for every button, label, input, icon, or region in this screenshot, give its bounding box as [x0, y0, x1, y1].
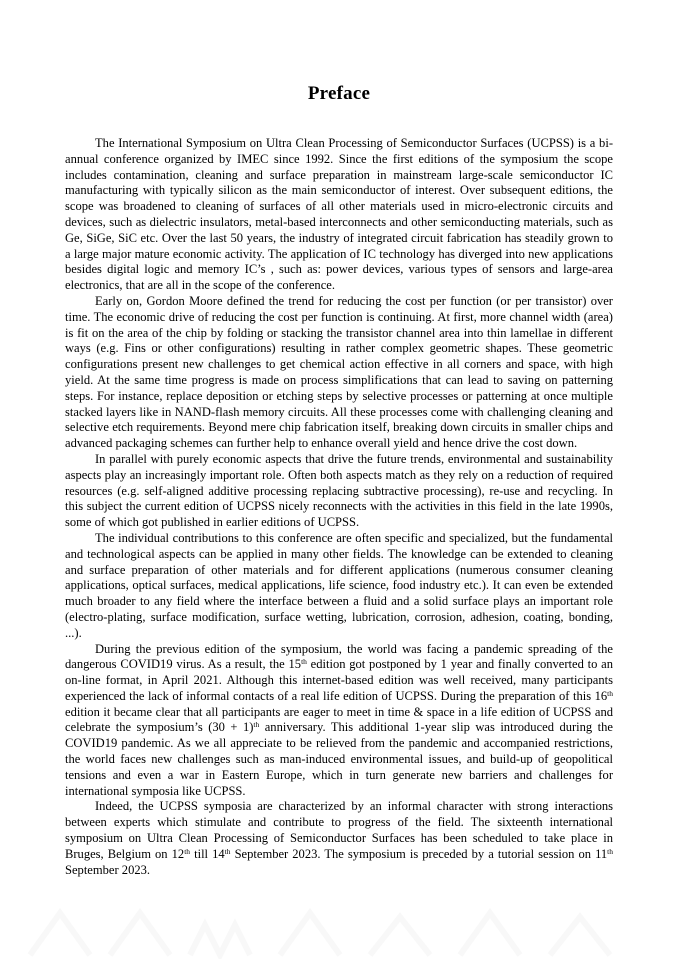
background-watermark: [20, 905, 660, 959]
paragraph-text: edition got postponed by 1 year and finally converted to an on-line format, in April 2021. Although this internet-based edition was well received, many participants experienced the lack of informal contacts of a real life edition of UCPSS. During the preparation of this 16: [65, 657, 613, 703]
paragraph: [65, 531, 613, 642]
paragraph-text: Early on, Gordon Moore defined the trend for reducing the cost per function (or per transistor) over time. The economic drive of reducing the cost per function is continuing. At first, more channel width (area) is fit on the area of the chip by folding or stacking the transistor channel area into thin lamellae in different ways (e.g. Fins or other configurations) resulting in rather complex geometric shapes. These geometric configurations present new challenges to get chemical action effective in all corners and space, with high yield. At the same time progress is made on process simplifications that can lead to saving on patterning steps. For instance, replace deposition or etching steps by selective processes or patterning at once multiple stacked layers like in NAND-flash memory circuits. All these processes come with challenging cleaning and selective etch requirements. Beyond mere chip fabrication itself, breaking down circuits in smaller chips and advanced packaging schemes can further help to enhance overall yield and hence drive the cost down.: [65, 293, 613, 451]
paragraph: [65, 642, 613, 800]
paragraph-text: edition it became clear that all participants are eager to meet in time & space in a life edition of UCPSS and celebrate the symposium’s (30 + 1): [65, 704, 613, 735]
paragraph-text: Indeed, the UCPSS symposia are characterized by an informal character with strong interactions between experts which stimulate and contribute to progress of the field. The sixteenth international symposium on Ultra Clean Processing of Semiconductor Surfaces has been scheduled to take place in Bruges, Belgium on 12: [65, 799, 613, 861]
paragraph: [65, 136, 613, 294]
ordinal-superscript: th: [224, 846, 231, 856]
paragraph-text: September 2023. The symposium is preceded by a tutorial session on 11: [230, 846, 608, 861]
paragraph: [65, 452, 613, 531]
preface-body: [65, 136, 613, 878]
paragraph: [65, 799, 613, 878]
paragraph-text: In parallel with purely economic aspects that drive the future trends, environmental and sustainability aspects play an increasingly important role. Often both aspects match as they rely on a reduction of required resources (e.g. self-aligned additive processing replacing subtractive processing), re-use and recycling. In this subject the current edition of UCPSS nicely reconnects with the activities in this field in the late 1990s, some of which got published in earlier editions of UCPSS.: [65, 451, 613, 530]
paragraph-text: During the previous edition of the symposium, the world was facing a pandemic spreading of the dangerous COVID19 virus. As a result, the 15: [65, 641, 613, 672]
page-title: Preface: [307, 83, 371, 104]
ordinal-superscript: th: [301, 657, 307, 667]
paragraph-text: September 2023.: [65, 862, 151, 877]
paragraph-text: till 14: [190, 846, 225, 861]
ordinal-superscript: th: [607, 846, 614, 856]
paragraph-text: anniversary. This additional 1-year slip was introduced during the COVID19 pandemic. As we all appreciate to be relieved from the pandemic and accompanied restrictions, the world faces new challenges such as man-induced environmental issues, and build-up of geopolitical tensions and even a war in Eastern Europe, which in turn generate new barriers and challenges for international symposia like UCPSS.: [65, 720, 613, 798]
paragraph-text: The individual contributions to this conference are often specific and specialized, but the fundamental and technological aspects can be applied in many other fields. The knowledge can be extended to cleaning and surface preparation of other materials and for different applications (numerous consumer cleaning applications, optical surfaces, medical applications, life science, food industry etc.). It can even be extended much broader to any field where the interface between a fluid and a solid surface plays an important role (electro-plating, surface modification, surface wetting, lubrication, corrosion, adhesion, coating, bonding, ...).: [65, 530, 613, 640]
ordinal-superscript: th: [184, 846, 191, 856]
paragraph: [65, 294, 613, 452]
paragraph-text: The International Symposium on Ultra Clean Processing of Semiconductor Surfaces (UCPSS) is a bi-annual conference organized by IMEC since 1992. Since the first editions of the symposium the scope includes contamination, cleaning and surface preparation in mainstream large-scale semiconductor IC manufacturing with typically silicon as the main semiconductor of interest. Over subsequent editions, the scope was broadened to cleaning of surfaces of all other materials used in micro-electronic circuits and devices, such as dielectric insulators, metal-based interconnects and other semiconducting materials, such as Ge, SiGe, SiC etc. Over the last 50 years, the industry of integrated circuit fabrication has steadily grown to a large major mature economic activity. The application of IC technology has diverged into new applications besides digital logic and memory IC’s , such as: power devices, various types of sensors and large-area electronics, that are all in the scope of the conference.: [65, 136, 613, 293]
ordinal-superscript: th: [607, 688, 613, 698]
ordinal-superscript: th: [253, 720, 260, 730]
